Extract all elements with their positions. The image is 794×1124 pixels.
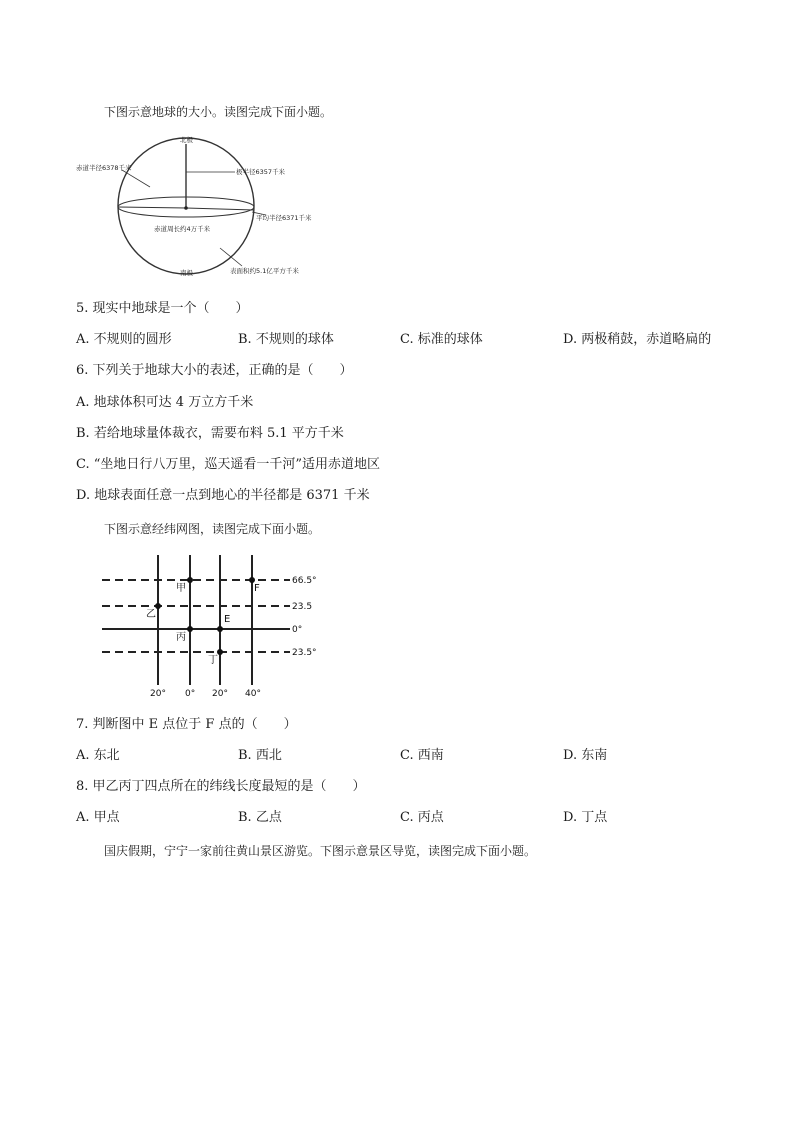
lat-label-23-5-north: 23.5 bbox=[292, 602, 313, 612]
question-5-option-d: D. 两极稍鼓，赤道略扁的 bbox=[563, 332, 712, 347]
question-8-option-d: D. 丁点 bbox=[563, 810, 608, 825]
intro-earth-size: 下图示意地球的大小。读图完成下面小题。 bbox=[104, 105, 333, 119]
lon-label-40: 40° bbox=[245, 689, 261, 699]
question-6-option-b: B. 若给地球量体裁衣，需要布料 5.1 平方千米 bbox=[76, 426, 344, 441]
question-5-option-a: A. 不规则的圆形 bbox=[76, 332, 172, 347]
point-e-label: E bbox=[224, 614, 231, 625]
question-7-option-b: B. 西北 bbox=[238, 748, 282, 763]
lon-label-0: 0° bbox=[185, 689, 196, 699]
question-7-stem: 7. 判断图中 E 点位于 F 点的（ ） bbox=[76, 717, 297, 732]
question-7-option-d: D. 东南 bbox=[563, 748, 608, 763]
lat-label-23-5-south: 23.5° bbox=[292, 648, 317, 658]
question-8-option-a: A. 甲点 bbox=[76, 810, 120, 825]
question-8-stem: 8. 甲乙丙丁四点所在的纬线长度最短的是（ ） bbox=[76, 779, 366, 794]
equatorial-radius-label: 赤道半径6378千米 bbox=[76, 164, 132, 172]
question-6-option-a: A. 地球体积可达 4 万立方千米 bbox=[76, 395, 254, 410]
lat-label-66-5: 66.5° bbox=[292, 576, 317, 586]
south-pole-label: 南极 bbox=[180, 269, 193, 277]
point-e-marker bbox=[217, 626, 223, 632]
question-8-option-b: B. 乙点 bbox=[238, 810, 282, 825]
question-6-stem: 6. 下列关于地球大小的表述，正确的是（ ） bbox=[76, 363, 353, 378]
surface-area-label: 表面积约5.1亿平方千米 bbox=[230, 267, 299, 275]
point-jia-marker bbox=[187, 577, 193, 583]
point-f-label: F bbox=[254, 583, 260, 594]
question-5-option-b: B. 不规则的球体 bbox=[238, 332, 334, 347]
intro-huangshan: 国庆假期，宁宁一家前往黄山景区游览。下图示意景区导览，读图完成下面小题。 bbox=[104, 844, 537, 858]
lon-label-20-west: 20° bbox=[150, 689, 166, 699]
question-5-stem: 5. 现实中地球是一个（ ） bbox=[76, 301, 249, 316]
graticule-figure bbox=[96, 550, 336, 700]
point-jia-label: 甲 bbox=[176, 583, 186, 594]
lat-label-0: 0° bbox=[292, 625, 303, 635]
question-5-option-c: C. 标准的球体 bbox=[400, 332, 483, 347]
question-6-option-c: C. “坐地日行八万里，巡天遥看一千河”适用赤道地区 bbox=[76, 457, 381, 472]
mean-radius-label: 平均半径6371千米 bbox=[256, 214, 312, 222]
equator-circumference-label: 赤道周长约4万千米 bbox=[154, 225, 211, 233]
point-yi-label: 乙 bbox=[146, 609, 156, 620]
question-6-option-d: D. 地球表面任意一点到地心的半径都是 6371 千米 bbox=[76, 488, 370, 503]
question-7-option-c: C. 西南 bbox=[400, 748, 444, 763]
point-ding-label: 丁 bbox=[208, 655, 218, 666]
question-7-option-a: A. 东北 bbox=[76, 748, 120, 763]
north-pole-label: 北极 bbox=[180, 136, 193, 144]
question-8-option-c: C. 丙点 bbox=[400, 810, 444, 825]
lon-label-20-east: 20° bbox=[212, 689, 228, 699]
point-bing-marker bbox=[187, 626, 193, 632]
intro-graticule: 下图示意经纬网图，读图完成下面小题。 bbox=[104, 522, 321, 536]
point-bing-label: 丙 bbox=[176, 632, 186, 643]
earth-size-figure bbox=[70, 130, 330, 280]
polar-radius-label: 极半径6357千米 bbox=[236, 168, 286, 176]
